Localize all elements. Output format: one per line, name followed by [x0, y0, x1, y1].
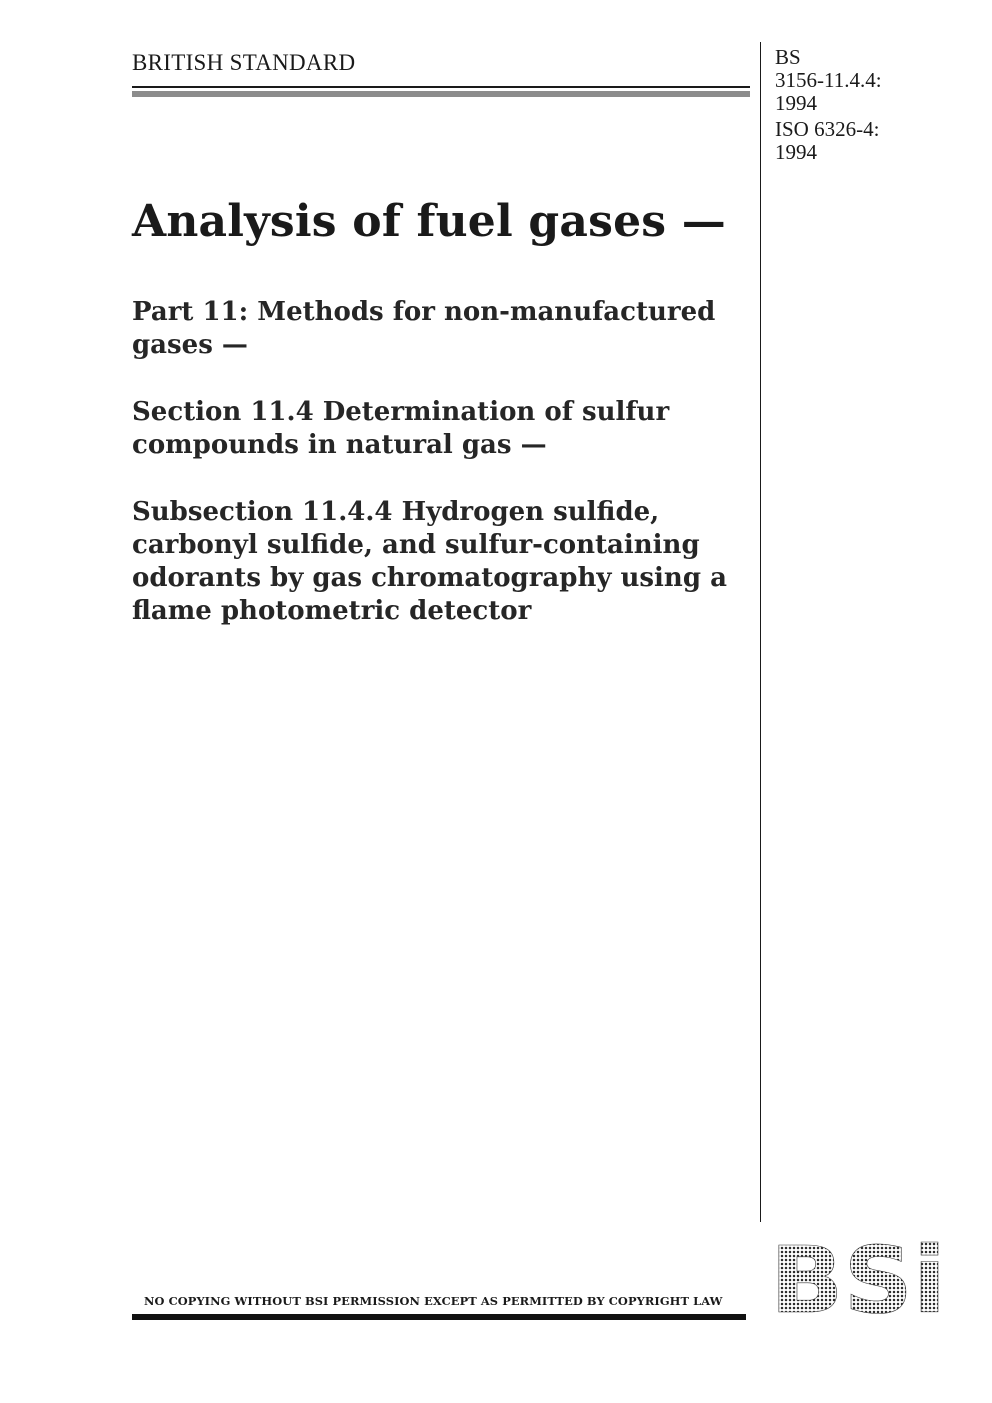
part-heading: Part 11: Methods for non-manufactured gases — — [132, 297, 716, 360]
iso-number: ISO 6326-4: — [775, 117, 880, 141]
header-rule-thick — [132, 91, 750, 97]
standard-reference-block — [775, 46, 975, 164]
bs-number-prefix: BS — [775, 45, 801, 69]
vertical-divider — [760, 42, 761, 1222]
section-heading: Section 11.4 Determination of sulfur compounds in natural gas — — [132, 397, 670, 460]
subsection-heading: Subsection 11.4.4 Hydrogen sulfide, carbonyl sulfide, and sulfur-containing odorants by gas chromatography using a flame photometric detector — [132, 497, 727, 626]
header-rule-thin — [132, 86, 750, 88]
bsi-logo-icon — [768, 1238, 948, 1322]
footer-rule — [132, 1314, 746, 1320]
header-rule — [132, 86, 750, 97]
iso-year: 1994 — [775, 140, 817, 164]
bs-number: 3156-11.4.4: — [775, 68, 882, 92]
bsi-logo-text: BSi — [770, 1238, 946, 1322]
copyright-notice: NO COPYING WITHOUT BSI PERMISSION EXCEPT AS PERMITTED BY COPYRIGHT LAW — [144, 1294, 723, 1308]
standard-type-label: BRITISH STANDARD — [132, 50, 356, 75]
bs-year: 1994 — [775, 91, 817, 115]
document-title: Analysis of fuel gases — — [132, 196, 726, 247]
